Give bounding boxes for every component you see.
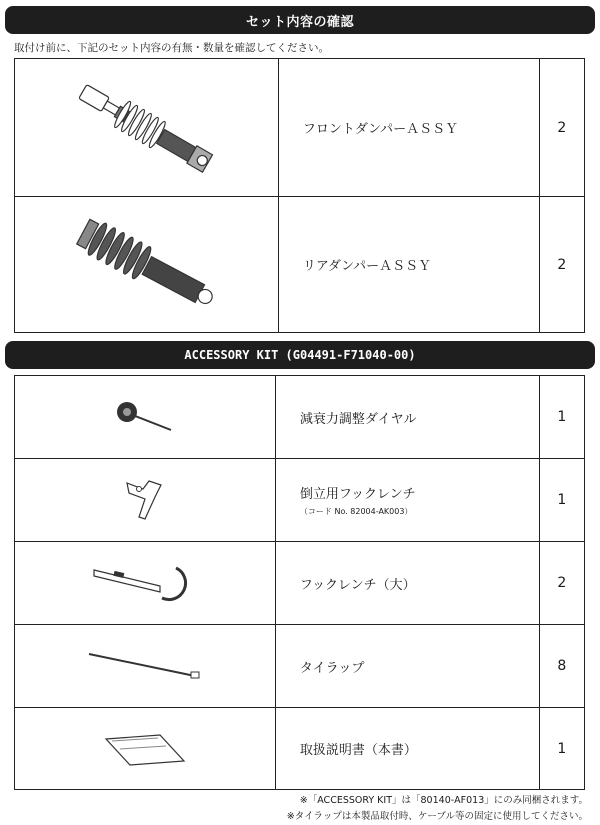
footnote: ※「ACCESSORY KIT」は「80140-AF013」にのみ同梱されます。 bbox=[299, 795, 588, 806]
accessory-kit-table bbox=[14, 375, 585, 790]
intro-text: 取付け前に、下記のセット内容の有無・数量を確認してください。 bbox=[14, 42, 329, 54]
image-cell bbox=[15, 59, 279, 197]
item-qty: 8 bbox=[539, 625, 584, 708]
table-row bbox=[15, 708, 585, 790]
item-qty: 1 bbox=[539, 708, 584, 790]
item-qty: 1 bbox=[539, 376, 584, 459]
item-name-cell bbox=[275, 459, 539, 542]
section-header-accessory-kit: ACCESSORY KIT (G04491-F71040-00) bbox=[5, 341, 595, 369]
image-cell bbox=[15, 625, 276, 708]
footnote: ※タイラップは本製品取付時、ケーブル等の固定に使用してください。 bbox=[286, 811, 588, 822]
item-qty: 2 bbox=[539, 542, 584, 625]
table-row bbox=[15, 376, 585, 459]
front-damper-icon bbox=[61, 64, 231, 192]
cable-tie-icon bbox=[85, 646, 205, 686]
rear-damper-icon bbox=[61, 203, 231, 327]
adjust-dial-icon bbox=[105, 392, 185, 442]
item-name: リアダンパーＡＳＳＹ bbox=[278, 197, 539, 333]
image-cell bbox=[15, 459, 276, 542]
item-qty: 2 bbox=[539, 59, 584, 197]
item-name: 取扱説明書（本書） bbox=[275, 708, 539, 790]
item-qty: 2 bbox=[539, 197, 584, 333]
manual-icon bbox=[100, 729, 190, 769]
item-name: フロントダンパーＡＳＳＹ bbox=[278, 59, 539, 197]
item-name: フックレンチ（大） bbox=[275, 542, 539, 625]
item-name: タイラップ bbox=[275, 625, 539, 708]
item-code: （コード No. 82004-AK003） bbox=[299, 507, 413, 516]
table-row bbox=[15, 59, 585, 197]
image-cell bbox=[15, 708, 276, 790]
image-cell bbox=[15, 197, 279, 333]
table-row bbox=[15, 542, 585, 625]
table-row bbox=[15, 197, 585, 333]
small-hook-wrench-icon bbox=[115, 475, 175, 525]
item-name: 減衰力調整ダイヤル bbox=[275, 376, 539, 459]
image-cell bbox=[15, 542, 276, 625]
item-qty: 1 bbox=[539, 459, 584, 542]
image-cell bbox=[15, 376, 276, 459]
section-header-set-contents: セット内容の確認 bbox=[5, 6, 595, 34]
item-name: 倒立用フックレンチ bbox=[299, 487, 416, 502]
set-contents-table bbox=[14, 58, 585, 333]
table-row bbox=[15, 625, 585, 708]
table-row bbox=[15, 459, 585, 542]
hook-wrench-icon bbox=[90, 558, 200, 608]
